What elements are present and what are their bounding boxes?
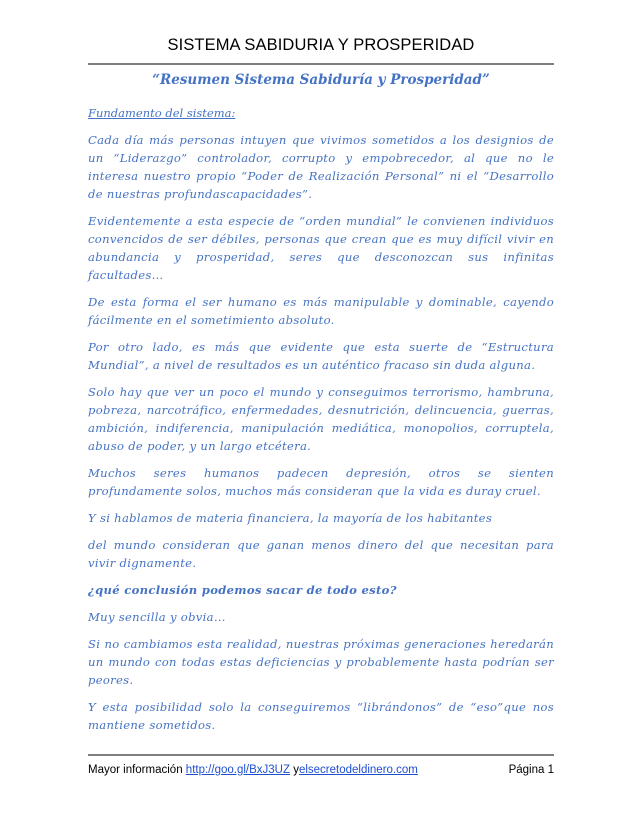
paragraph: Evidentemente a esta especie de “orden mundial” le convienen individuos convencidos de ser débiles, personas que crean que es muy difícil vivir en abundancia y prosperidad, seres que desconozcan sus infinitas facultades… bbox=[88, 214, 554, 282]
footer-prefix: Mayor información bbox=[88, 764, 183, 776]
page-number: Página 1 bbox=[508, 764, 554, 776]
document-title: “Resumen Sistema Sabiduría y Prosperidad” bbox=[152, 72, 490, 88]
document-body bbox=[88, 131, 554, 743]
footer-connector: y bbox=[293, 764, 299, 776]
paragraph: Y si hablamos de materia financiera, la mayoría de los habitantes bbox=[88, 511, 493, 525]
footer-rule bbox=[88, 754, 554, 757]
paragraph: del mundo consideran que ganan menos dinero del que necesitan para vivir dignamente. bbox=[88, 538, 554, 570]
paragraph: Muchos seres humanos padecen depresión, otros se sienten profundamente solos, muchos más consideran que la vida es duray cruel. bbox=[88, 466, 554, 498]
paragraph: Por otro lado, es más que evidente que esta suerte de “Estructura Mundial”, a nivel de resultados es un auténtico fracaso sin duda alguna. bbox=[88, 340, 554, 372]
paragraph: Si no cambiamos esta realidad, nuestras próximas generaciones heredarán un mundo con todas estas deficiencias y probablemente hasta podrían ser peores. bbox=[88, 637, 554, 687]
footer-link-site[interactable]: elsecretodeldinero.com bbox=[298, 764, 418, 776]
page-header bbox=[88, 36, 554, 65]
footer-link-goo[interactable]: http://goo.gl/BxJ3UZ bbox=[185, 764, 290, 776]
header-title: SISTEMA SABIDURIA Y PROSPERIDAD bbox=[167, 36, 475, 54]
question-paragraph: ¿qué conclusión podemos sacar de todo esto? bbox=[88, 583, 397, 597]
section-heading: Fundamento del sistema: bbox=[88, 106, 236, 120]
paragraph: Solo hay que ver un poco el mundo y conseguimos terrorismo, hambruna, pobreza, narcotráfico, enfermedades, desnutrición, delincuencia, guerras, ambición, indiferencia, manipulación mediática, monopolios, corruptela, abuso de poder, y un largo etcétera. bbox=[88, 385, 554, 453]
footer-info bbox=[88, 764, 418, 776]
paragraph: Cada día más personas intuyen que vivimos sometidos a los designios de un “Liderazgo” controlador, corrupto y empobrecedor, al que no le interesa nuestro propio “Poder de Realización Personal” ni el “Desarrollo de nuestras profundascapacidades”. bbox=[88, 133, 554, 201]
paragraph: Muy sencilla y obvia… bbox=[88, 610, 226, 624]
paragraph: De esta forma el ser humano es más manipulable y dominable, cayendo fácilmente en el sometimiento absoluto. bbox=[88, 295, 554, 327]
paragraph: Y esta posibilidad solo la conseguiremos “librándonos” de “eso”que nos mantiene sometidos. bbox=[88, 700, 554, 732]
